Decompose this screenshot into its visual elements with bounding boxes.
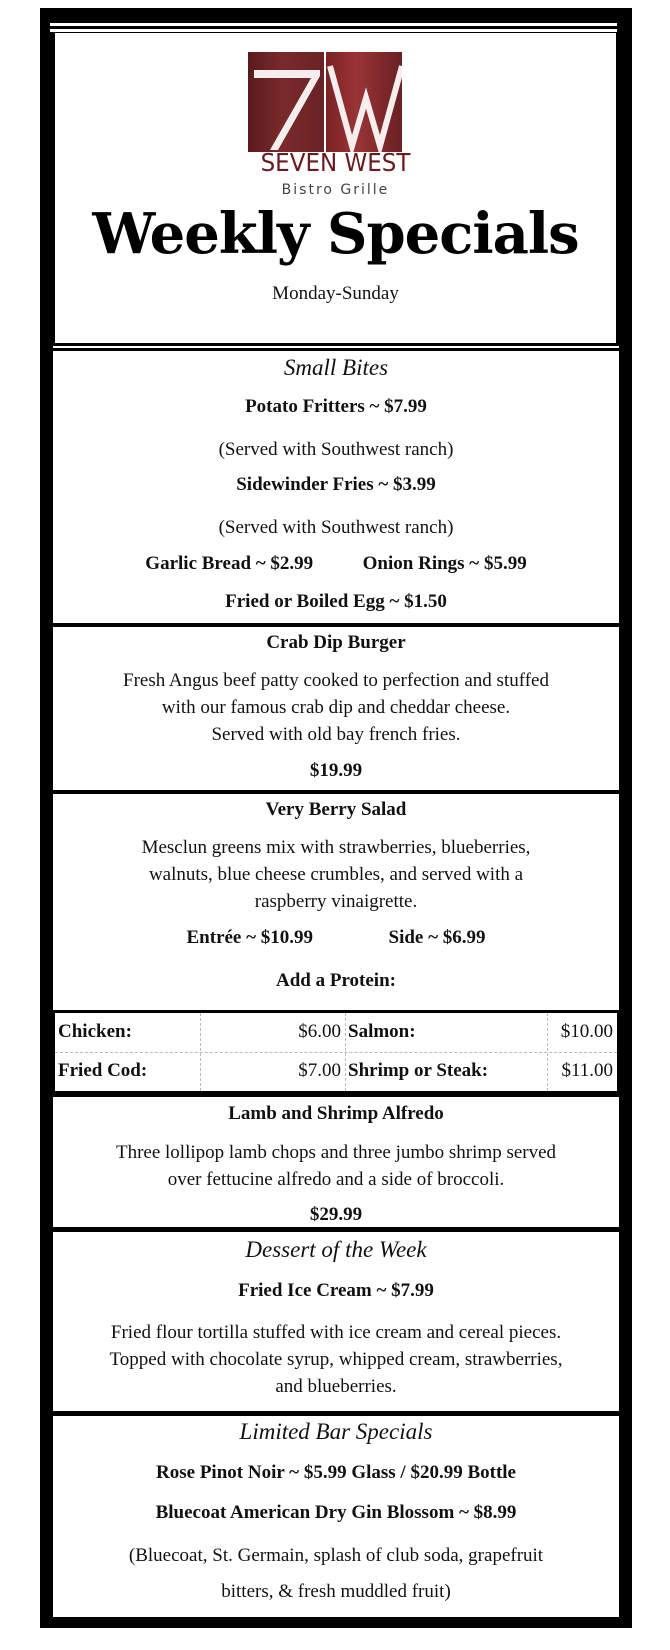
section-very-berry-salad <box>53 794 619 1011</box>
menu-item: Sidewinder Fries ~ $3.99 <box>236 474 436 495</box>
section-bar-specials <box>53 1416 619 1617</box>
menu-item: Rose Pinot Noir ~ $5.99 Glass / $20.99 Bottle <box>156 1462 516 1483</box>
brand-subtitle: Bistro Grille <box>281 182 390 198</box>
menu-item: Garlic Bread ~ $2.99 <box>145 553 314 574</box>
menu-item: Bluecoat American Dry Gin Blossom ~ $8.99 <box>155 1502 517 1523</box>
menu-item: Fried or Boiled Egg ~ $1.50 <box>225 591 447 612</box>
protein-table <box>55 1013 617 1091</box>
brand-name: SEVEN WEST <box>260 148 411 177</box>
item-description-line: Mesclun greens mix with strawberries, blueberries, <box>141 837 531 858</box>
item-description-line: and blueberries. <box>275 1376 397 1397</box>
section-title: Dessert of the Week <box>245 1237 427 1262</box>
menu-item-pair <box>53 553 619 575</box>
item-description-line: Fried flour tortilla stuffed with ice cream and cereal pieces. <box>110 1322 562 1343</box>
section-title: Small Bites <box>283 355 389 380</box>
item-title: Very Berry Salad <box>265 799 407 820</box>
item-note-line: (Bluecoat, St. Germain, splash of club soda, grapefruit <box>128 1545 544 1566</box>
section-dessert <box>53 1232 619 1412</box>
side-price: Side ~ $6.99 <box>388 927 486 948</box>
header-double-rule <box>53 343 619 351</box>
item-title: Crab Dip Burger <box>266 632 406 653</box>
seven-w-logo-icon <box>248 52 402 152</box>
days-label: Monday-Sunday <box>272 283 399 304</box>
menu-header <box>55 33 616 343</box>
item-price: $29.99 <box>309 1204 363 1225</box>
menu-item: Fried Ice Cream ~ $7.99 <box>238 1280 434 1301</box>
item-description-line: raspberry vinaigrette. <box>254 891 418 912</box>
item-description-line: walnuts, blue cheese crumbles, and served with a <box>148 864 524 885</box>
protein-name: Fried Cod: <box>58 1060 148 1081</box>
protein-price: $10.00 <box>560 1021 613 1042</box>
section-crab-dip-burger <box>53 627 619 790</box>
menu-item: Onion Rings ~ $5.99 <box>362 553 527 574</box>
top-double-rule <box>50 20 617 34</box>
item-description-line: Served with old bay french fries. <box>211 724 461 745</box>
entree-price: Entrée ~ $10.99 <box>186 927 313 948</box>
protein-price: $11.00 <box>561 1060 613 1081</box>
page-title: Weekly Specials <box>92 201 579 267</box>
item-title: Lamb and Shrimp Alfredo <box>228 1103 444 1124</box>
menu-item: Potato Fritters ~ $7.99 <box>245 396 427 417</box>
protein-name: Salmon: <box>348 1021 416 1042</box>
brand-logo <box>248 52 402 152</box>
protein-price: $6.00 <box>298 1021 341 1042</box>
item-description-line: Three lollipop lamb chops and three jumbo shrimp served <box>115 1142 557 1163</box>
item-note: (Served with Southwest ranch) <box>218 439 454 460</box>
item-note: (Served with Southwest ranch) <box>218 517 454 538</box>
item-description-line: Fresh Angus beef patty cooked to perfection and stuffed <box>123 670 549 691</box>
item-description-line: over fettucine alfredo and a side of broccoli. <box>167 1169 505 1190</box>
section-lamb-shrimp-alfredo <box>53 1097 619 1228</box>
section-title: Limited Bar Specials <box>239 1419 433 1444</box>
protein-name: Shrimp or Steak: <box>348 1060 489 1081</box>
protein-heading: Add a Protein: <box>276 970 396 991</box>
protein-price: $7.00 <box>298 1060 341 1081</box>
item-price: $19.99 <box>309 760 363 781</box>
section-small-bites <box>53 351 619 623</box>
item-note-line: bitters, & fresh muddled fruit) <box>221 1581 451 1602</box>
item-description-line: Topped with chocolate syrup, whipped cream, strawberries, <box>109 1349 563 1370</box>
protein-name: Chicken: <box>58 1021 132 1042</box>
price-options <box>53 927 619 949</box>
item-description-line: with our famous crab dip and cheddar cheese. <box>161 697 511 718</box>
